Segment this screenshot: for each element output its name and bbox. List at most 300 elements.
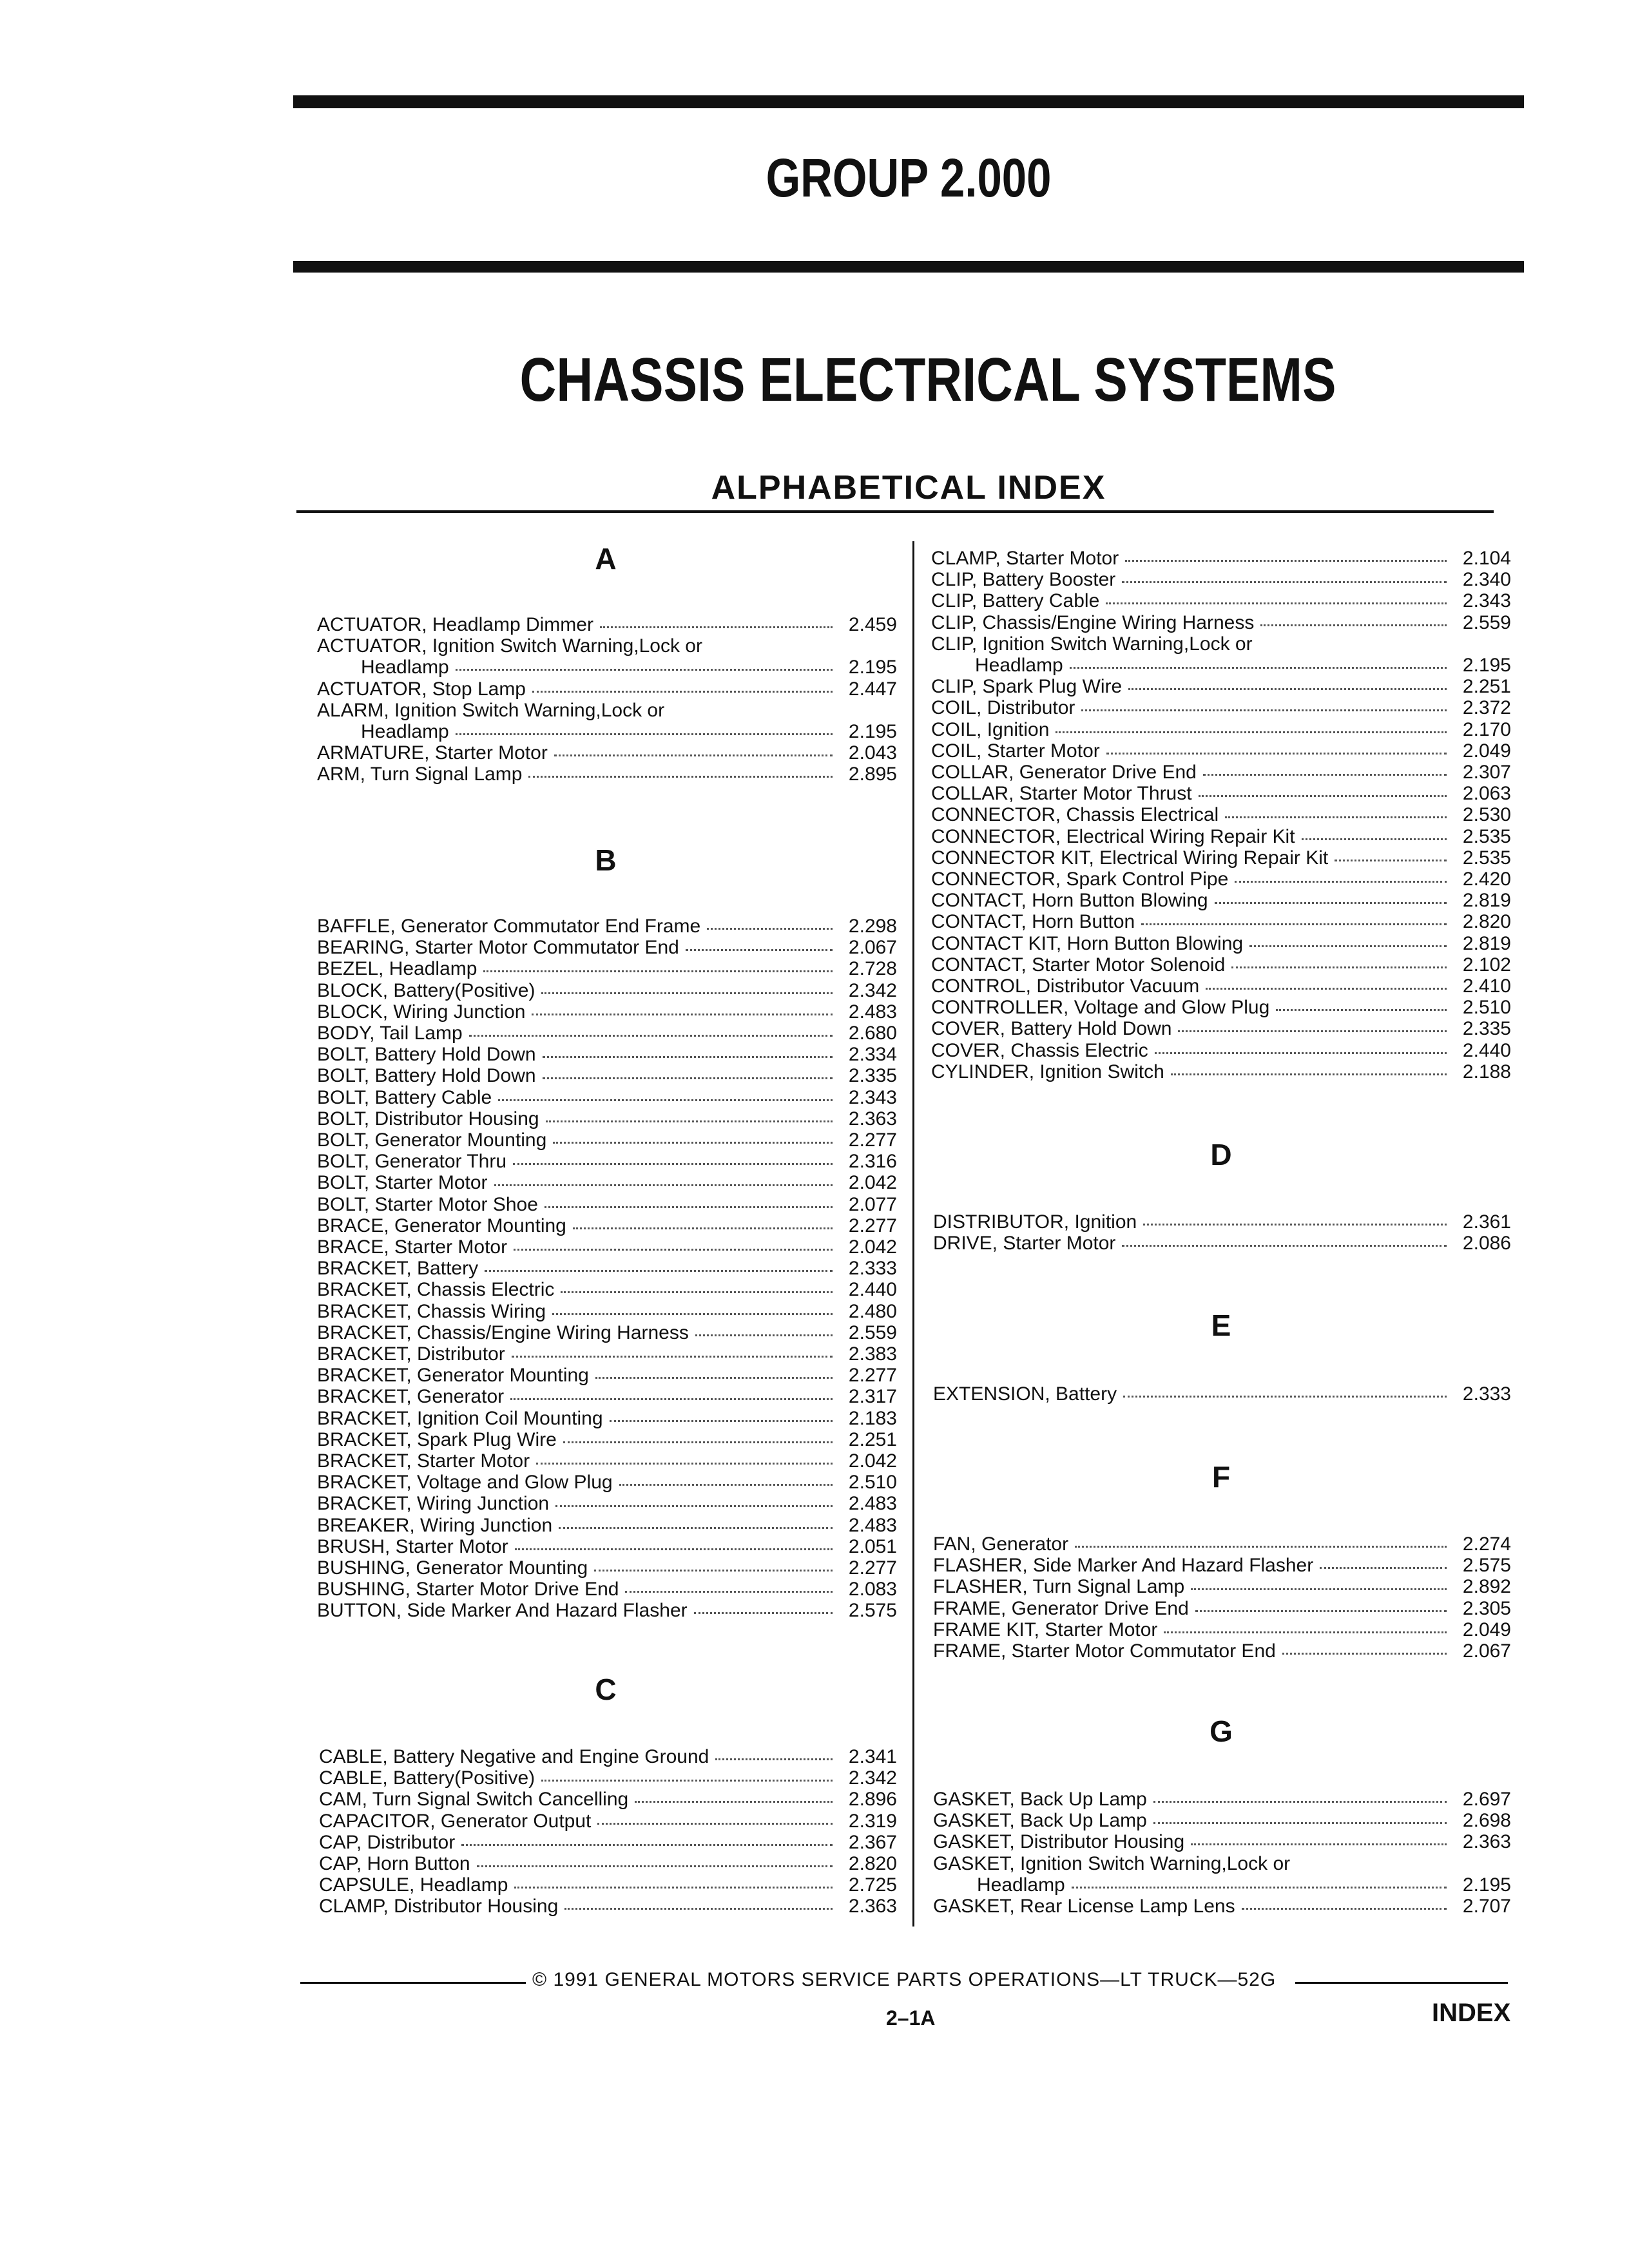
index-entry-label: BRACKET, Spark Plug Wire (317, 1428, 557, 1450)
index-entry (933, 1533, 1511, 1555)
index-entry-page: 2.067 (848, 937, 897, 959)
index-entry-page: 2.083 (848, 1579, 897, 1600)
index-entry-label: COVER, Chassis Electric (931, 1039, 1148, 1061)
index-entry-page: 2.707 (1462, 1896, 1511, 1917)
index-entry-page: 2.530 (1462, 804, 1511, 826)
dot-leader (635, 1801, 833, 1803)
dot-leader (1225, 816, 1447, 818)
dot-leader (619, 1484, 833, 1486)
index-entry-label: GASKET, Rear License Lamp Lens (933, 1896, 1235, 1917)
index-entry-label: GASKET, Back Up Lamp (933, 1810, 1147, 1832)
index-entry-page: 2.188 (1462, 1061, 1511, 1082)
index-entry (317, 980, 897, 1001)
index-entry-page: 2.535 (1462, 847, 1511, 869)
index-entry (317, 764, 897, 785)
index-entry-page: 2.067 (1462, 1640, 1511, 1662)
index-entry (931, 1061, 1511, 1082)
index-entry (931, 612, 1511, 633)
footer-rule-right (1295, 1982, 1508, 1984)
index-entry-page: 2.251 (848, 1428, 897, 1450)
index-entry-page: 2.042 (848, 1450, 897, 1472)
index-entry (931, 826, 1511, 847)
dot-leader (1153, 1822, 1447, 1824)
index-entry-label: BUSHING, Starter Motor Drive End (317, 1579, 619, 1600)
index-entry-label: BEZEL, Headlamp (317, 958, 477, 980)
dot-leader (545, 1206, 833, 1208)
index-entry-label: CLIP, Ignition Switch Warning,Lock or (931, 633, 1253, 655)
dot-leader (541, 992, 833, 994)
dot-leader (610, 1420, 833, 1422)
dot-leader (594, 1570, 833, 1571)
index-entry-label: Headlamp (361, 721, 449, 742)
index-entry-label: BOLT, Battery Hold Down (317, 1044, 536, 1066)
index-entry (317, 1236, 897, 1258)
dot-leader (1191, 1843, 1447, 1845)
index-entry-label: ARMATURE, Starter Motor (317, 742, 548, 764)
index-entry-label: COIL, Starter Motor (931, 740, 1100, 762)
index-entry-label: BOLT, Generator Mounting (317, 1129, 547, 1151)
index-entry (317, 1108, 897, 1129)
index-entry-page: 2.575 (1462, 1555, 1511, 1577)
dot-leader (513, 1163, 833, 1165)
index-entry (317, 1472, 897, 1493)
index-entry-page: 2.170 (1462, 718, 1511, 740)
index-entry-page: 2.680 (848, 1023, 897, 1044)
index-entry-page: 2.305 (1462, 1597, 1511, 1619)
dot-leader (597, 1823, 833, 1825)
index-entry-label: COLLAR, Starter Motor Thrust (931, 783, 1192, 805)
index-entry-label: CLAMP, Starter Motor (931, 548, 1119, 569)
index-entry (317, 1365, 897, 1386)
index-entry-label: BRACKET, Distributor (317, 1343, 505, 1365)
dot-leader (695, 1334, 833, 1336)
dot-leader (694, 1612, 833, 1614)
index-entry-page: 2.277 (848, 1365, 897, 1387)
index-entry (319, 1789, 897, 1810)
dot-leader (469, 1035, 833, 1037)
index-entry (317, 1450, 897, 1472)
dot-leader (1081, 709, 1447, 711)
index-entry (317, 1172, 897, 1193)
dot-leader (456, 669, 833, 671)
index-entry-label: DISTRIBUTOR, Ignition (933, 1211, 1137, 1233)
index-entry-page: 2.559 (848, 1321, 897, 1343)
index-entry-page: 2.697 (1462, 1789, 1511, 1810)
dot-leader (543, 1077, 833, 1079)
index-entry-page: 2.277 (848, 1129, 897, 1151)
index-entry (319, 1767, 897, 1789)
index-entry-label: ACTUATOR, Ignition Switch Warning,Lock or (317, 635, 702, 657)
index-entry-label: BODY, Tail Lamp (317, 1023, 463, 1044)
index-entry (317, 1301, 897, 1322)
index-entry-page: 2.367 (848, 1831, 897, 1853)
index-entry-label: GASKET, Distributor Housing (933, 1831, 1185, 1853)
index-entry-page: 2.728 (848, 958, 897, 980)
index-entry-label: CONTROL, Distributor Vacuum (931, 975, 1200, 997)
index-entry (317, 1151, 897, 1172)
section-letter-d: D (1210, 1138, 1232, 1171)
index-entry-label: FRAME, Generator Drive End (933, 1597, 1189, 1619)
index-entry-label: Headlamp (977, 1874, 1065, 1896)
index-entry-page: 2.343 (1462, 590, 1511, 612)
dot-leader (1195, 1610, 1447, 1612)
index-entry-page: 2.195 (848, 657, 897, 678)
index-entry-label: CLIP, Battery Booster (931, 569, 1116, 591)
dot-leader (1249, 945, 1447, 947)
dot-leader (1178, 1030, 1447, 1032)
index-entry-page: 2.820 (1462, 911, 1511, 933)
dot-leader (532, 1014, 833, 1015)
index-entry (317, 1001, 897, 1023)
dot-leader (573, 1227, 833, 1229)
index-entry (317, 1279, 897, 1300)
index-entry-label: BOLT, Starter Motor (317, 1172, 488, 1194)
index-entry-page: 2.343 (848, 1086, 897, 1108)
index-entry-page: 2.195 (1462, 1874, 1511, 1896)
index-entry (931, 548, 1511, 569)
index-entry-label: CONTROLLER, Voltage and Glow Plug (931, 997, 1270, 1019)
index-entry-label: BRACKET, Starter Motor (317, 1450, 530, 1472)
index-entry-label: BLOCK, Wiring Junction (317, 1001, 526, 1023)
index-entry-page: 2.277 (848, 1215, 897, 1236)
index-entry-page: 2.319 (848, 1810, 897, 1832)
index-entry-label: BAFFLE, Generator Commutator End Frame (317, 916, 701, 937)
index-entry (931, 676, 1511, 697)
dot-leader (595, 1377, 833, 1379)
index-entry-label: BOLT, Distributor Housing (317, 1108, 539, 1129)
section-title: CHASSIS ELECTRICAL SYSTEMS (519, 345, 1336, 414)
index-entry-page: 2.102 (1462, 954, 1511, 975)
dot-leader (1070, 667, 1447, 669)
index-entry (931, 783, 1511, 804)
index-entry-label: CONTACT, Horn Button (931, 911, 1135, 933)
index-entry (319, 1746, 897, 1767)
index-entry (933, 1789, 1511, 1810)
index-entry-page: 2.363 (848, 1108, 897, 1129)
index-entry-page: 2.335 (848, 1065, 897, 1087)
index-entry (931, 1040, 1511, 1061)
dot-leader (1106, 753, 1447, 754)
index-entry-page: 2.317 (848, 1386, 897, 1408)
dot-leader (514, 1249, 833, 1251)
dot-leader (1122, 1245, 1447, 1247)
index-entry-label: BOLT, Battery Cable (317, 1086, 492, 1108)
index-entry-label: BRACKET, Battery (317, 1258, 479, 1280)
dot-leader (543, 1056, 833, 1058)
index-entry (931, 804, 1511, 825)
dot-leader (1231, 966, 1447, 968)
index-entry-page: 2.892 (1462, 1576, 1511, 1598)
index-entry-page: 2.274 (1462, 1533, 1511, 1555)
dot-leader (707, 928, 833, 930)
index-entry-label: CONNECTOR, Electrical Wiring Repair Kit (931, 825, 1295, 847)
index-entry (933, 1555, 1511, 1576)
index-entry-page: 2.819 (1462, 890, 1511, 912)
index-entry-page: 2.043 (848, 742, 897, 764)
dot-leader (498, 1099, 833, 1101)
index-entry (931, 933, 1511, 954)
index-entry-page: 2.077 (848, 1193, 897, 1215)
index-entry-label: COIL, Distributor (931, 697, 1075, 719)
dot-leader (563, 1441, 833, 1443)
index-entry-page: 2.725 (848, 1874, 897, 1896)
index-entry-label: BRACKET, Generator (317, 1386, 505, 1408)
index-entry-label: COLLAR, Generator Drive End (931, 762, 1197, 783)
dot-leader (1191, 1588, 1447, 1590)
index-entry-label: Headlamp (361, 657, 449, 678)
index-entry-page: 2.042 (848, 1236, 897, 1258)
index-entry-page: 2.483 (848, 1001, 897, 1023)
index-entry-page: 2.341 (848, 1746, 897, 1767)
dot-leader (1276, 1009, 1447, 1011)
index-entry (931, 954, 1511, 975)
index-entry-page: 2.363 (848, 1896, 897, 1917)
index-entry (317, 614, 897, 635)
index-entry (931, 890, 1511, 911)
index-entry-page: 2.316 (848, 1151, 897, 1173)
index-entry-label: ARM, Turn Signal Lamp (317, 764, 523, 785)
index-entry (933, 1810, 1511, 1831)
dot-leader (512, 1356, 833, 1358)
index-entry-label: BRACE, Generator Mounting (317, 1215, 566, 1236)
index-entry (317, 1087, 897, 1108)
index-entry-label: CLIP, Battery Cable (931, 590, 1100, 612)
dot-leader (1203, 774, 1447, 776)
index-entry-page: 2.440 (1462, 1039, 1511, 1061)
dot-leader (561, 1291, 833, 1293)
index-entry-label: EXTENSION, Battery (933, 1383, 1117, 1405)
index-tab-label: INDEX (1432, 1999, 1511, 2027)
index-entry-label: CAP, Horn Button (319, 1853, 470, 1874)
index-entry (933, 1598, 1511, 1619)
index-entry (933, 1640, 1511, 1662)
dot-leader (625, 1591, 833, 1593)
footer-rule-left (300, 1982, 526, 1984)
index-entry (317, 1386, 897, 1407)
index-entry-label: ALARM, Ignition Switch Warning,Lock or (317, 699, 665, 721)
index-entry-label: COIL, Ignition (931, 718, 1050, 740)
index-entry-label: FAN, Generator (933, 1533, 1069, 1555)
index-entry (361, 721, 897, 742)
index-entry-page: 2.459 (848, 614, 897, 635)
index-entry-label: BUTTON, Side Marker And Hazard Flasher (317, 1600, 688, 1622)
dot-leader (494, 1184, 833, 1186)
index-entry-label: BOLT, Generator Thru (317, 1151, 507, 1173)
index-entry-page: 2.896 (848, 1789, 897, 1811)
index-entry-label: CLIP, Chassis/Engine Wiring Harness (931, 611, 1255, 633)
footer-copyright: © 1991 GENERAL MOTORS SERVICE PARTS OPERATIONS—LT TRUCK—52G (532, 1969, 1277, 1990)
index-entry-page: 2.333 (848, 1258, 897, 1280)
index-entry (931, 719, 1511, 740)
index-entry-page: 2.372 (1462, 697, 1511, 719)
index-entry (933, 1233, 1511, 1254)
dot-leader (715, 1758, 833, 1760)
index-entry-label: COVER, Battery Hold Down (931, 1018, 1172, 1040)
dot-leader (546, 1120, 833, 1122)
index-entry-page: 2.819 (1462, 932, 1511, 954)
index-entry-label: CONNECTOR KIT, Electrical Wiring Repair Kit (931, 847, 1329, 869)
dot-leader (686, 949, 833, 951)
dot-leader (555, 1505, 833, 1507)
index-entry (317, 1536, 897, 1557)
index-entry (317, 1194, 897, 1215)
dot-leader (1106, 602, 1447, 604)
index-entry (317, 1129, 897, 1151)
index-entry (317, 1258, 897, 1279)
index-entry-label: CYLINDER, Ignition Switch (931, 1061, 1164, 1082)
index-entry (317, 1023, 897, 1044)
index-entry-page: 2.334 (848, 1044, 897, 1066)
dot-leader (1215, 902, 1447, 904)
section-letter-g: G (1210, 1715, 1233, 1748)
index-entry (317, 1600, 897, 1621)
index-entry-label: DRIVE, Starter Motor (933, 1233, 1116, 1254)
top-rule (293, 95, 1524, 108)
dot-leader (1141, 923, 1447, 925)
index-entry-page: 2.559 (1462, 611, 1511, 633)
index-entry-label: BRUSH, Starter Motor (317, 1535, 508, 1557)
index-entry (933, 1383, 1511, 1405)
index-entry (931, 975, 1511, 997)
index-entry (317, 1429, 897, 1450)
second-rule (293, 261, 1524, 273)
dot-leader (1199, 795, 1447, 797)
index-entry (933, 1619, 1511, 1640)
index-entry-page: 2.049 (1462, 740, 1511, 762)
index-entry (931, 1018, 1511, 1039)
index-entry-page: 2.335 (1462, 1018, 1511, 1040)
index-entry (317, 1215, 897, 1236)
index-entry (317, 678, 897, 700)
index-entry (317, 1515, 897, 1536)
index-entry-label: CAM, Turn Signal Switch Cancelling (319, 1789, 629, 1811)
index-entry (319, 1811, 897, 1832)
index-subtitle: ALPHABETICAL INDEX (711, 469, 1106, 506)
dot-leader (461, 1844, 833, 1846)
index-entry-page: 2.820 (848, 1853, 897, 1874)
index-entry-page: 2.333 (1462, 1383, 1511, 1405)
dot-leader (1143, 1224, 1447, 1225)
index-entry-page: 2.510 (848, 1472, 897, 1494)
index-entry-label: BREAKER, Wiring Junction (317, 1514, 553, 1536)
index-entry-label: BRACKET, Chassis/Engine Wiring Harness (317, 1321, 689, 1343)
dot-leader (541, 1780, 833, 1782)
section-letter-a: A (595, 542, 617, 575)
index-entry-page: 2.575 (848, 1600, 897, 1622)
index-entry (931, 997, 1511, 1018)
index-entry-page: 2.483 (848, 1493, 897, 1515)
dot-leader (536, 1463, 833, 1465)
index-entry-label: Headlamp (975, 655, 1063, 676)
index-entry-page: 2.698 (1462, 1810, 1511, 1832)
index-entry-page: 2.104 (1462, 548, 1511, 569)
index-entry-page: 2.342 (848, 1767, 897, 1789)
page-number: 2–1A (886, 2006, 936, 2030)
dot-leader (532, 691, 833, 693)
index-entry-label: CABLE, Battery(Positive) (319, 1767, 535, 1789)
dot-leader (514, 1887, 833, 1888)
index-entry (931, 869, 1511, 890)
dot-leader (456, 733, 833, 735)
index-entry-label: BLOCK, Battery(Positive) (317, 979, 535, 1001)
dot-leader (485, 1270, 833, 1272)
dot-leader (564, 1908, 833, 1910)
dot-leader (1055, 731, 1447, 733)
index-entry-label: BEARING, Starter Motor Commutator End (317, 937, 679, 959)
index-entry (977, 1874, 1511, 1896)
dot-leader (552, 1313, 833, 1315)
index-entry (933, 1831, 1511, 1852)
index-entry-label: BUSHING, Generator Mounting (317, 1557, 588, 1579)
dot-leader (559, 1527, 833, 1529)
index-entry (931, 847, 1511, 869)
dot-leader (1128, 688, 1447, 690)
index-entry-page: 2.086 (1462, 1233, 1511, 1254)
dot-leader (483, 970, 833, 972)
dot-leader (1171, 1073, 1447, 1075)
index-entry-page: 2.042 (848, 1172, 897, 1194)
index-entry-label: ACTUATOR, Headlamp Dimmer (317, 614, 593, 635)
dot-leader (1235, 881, 1447, 883)
index-entry-label: GASKET, Back Up Lamp (933, 1789, 1147, 1810)
index-entry-page: 2.298 (848, 916, 897, 937)
index-entry (931, 740, 1511, 762)
index-entry-label: CLAMP, Distributor Housing (319, 1896, 559, 1917)
index-entry (931, 762, 1511, 783)
dot-leader (1164, 1631, 1447, 1633)
dot-leader (1302, 838, 1447, 840)
index-entry-page: 2.483 (848, 1514, 897, 1536)
dot-leader (1320, 1567, 1447, 1569)
index-entry-label: CABLE, Battery Negative and Engine Ground (319, 1746, 709, 1767)
index-entry-label: CAP, Distributor (319, 1831, 456, 1853)
index-entry-label: BOLT, Starter Motor Shoe (317, 1193, 538, 1215)
index-entry-label: CAPACITOR, Generator Output (319, 1810, 592, 1832)
index-entry-label: BRACKET, Ignition Coil Mounting (317, 1407, 603, 1429)
index-entry-label: BRACE, Starter Motor (317, 1236, 508, 1258)
index-entry (319, 1896, 897, 1917)
dot-leader (515, 1548, 833, 1550)
index-entry-page: 2.480 (848, 1300, 897, 1322)
dot-leader (1075, 1546, 1447, 1548)
index-entry-page: 2.195 (848, 721, 897, 742)
index-entry-page: 2.510 (1462, 997, 1511, 1019)
index-entry (319, 1832, 897, 1853)
index-entry-page: 2.307 (1462, 762, 1511, 783)
index-entry-label: FRAME KIT, Starter Motor (933, 1619, 1158, 1640)
section-letter-f: F (1211, 1460, 1231, 1494)
dot-leader (1125, 560, 1447, 562)
dot-leader (554, 754, 833, 756)
index-entry-page: 2.342 (848, 979, 897, 1001)
dot-leader (1242, 1908, 1447, 1910)
index-entry (361, 657, 897, 678)
index-entry (319, 1853, 897, 1874)
index-entry-page: 2.049 (1462, 1619, 1511, 1640)
index-entry-label: CONNECTOR, Chassis Electrical (931, 804, 1219, 826)
index-entry-label: FRAME, Starter Motor Commutator End (933, 1640, 1276, 1662)
index-entry-label: BRACKET, Wiring Junction (317, 1493, 550, 1515)
index-entry (317, 1322, 897, 1343)
index-entry (317, 937, 897, 958)
index-entry-label: BRACKET, Chassis Wiring (317, 1300, 546, 1322)
index-entry-page: 2.535 (1462, 825, 1511, 847)
index-entry-label: ACTUATOR, Stop Lamp (317, 678, 526, 700)
index-entry (931, 697, 1511, 718)
section-letter-b: B (595, 843, 617, 877)
index-entry (319, 1874, 897, 1896)
index-entry (317, 1343, 897, 1365)
